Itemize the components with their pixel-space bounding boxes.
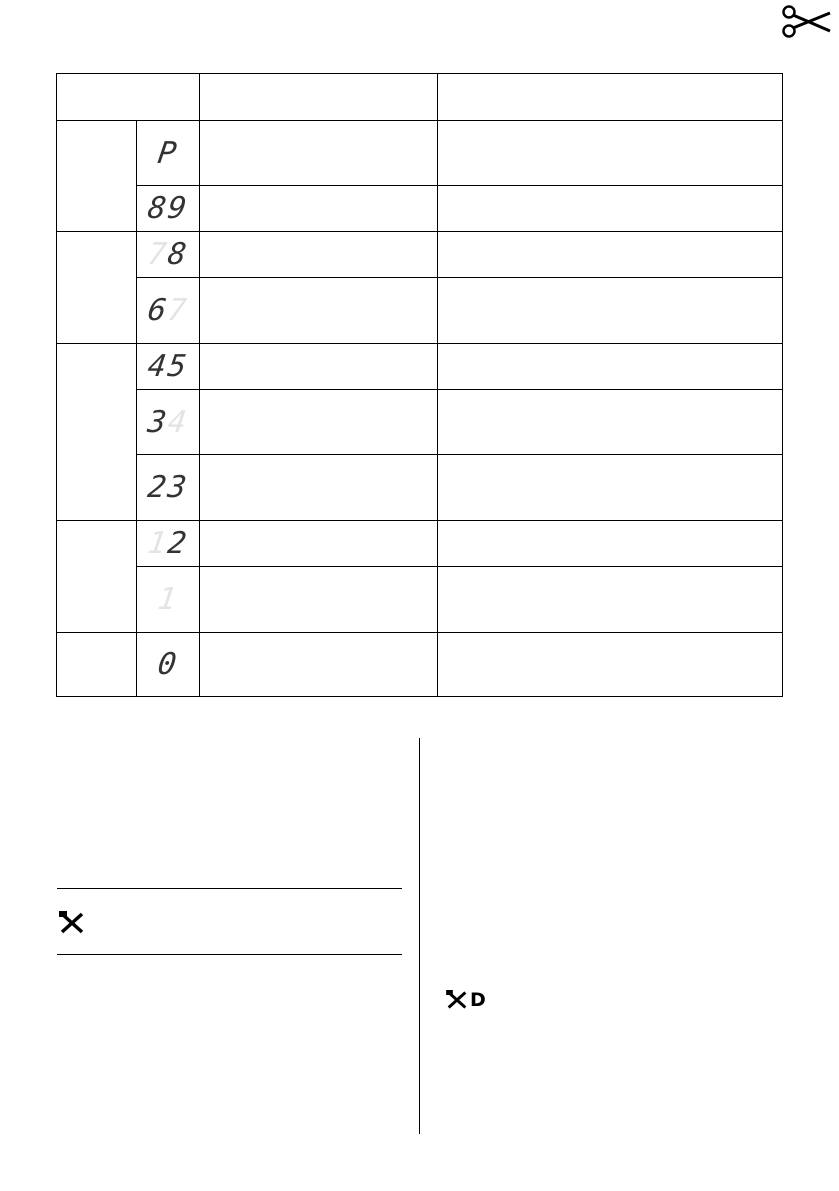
display-cell [137, 186, 200, 232]
tools-d-symbol [446, 990, 486, 1010]
group-cell [57, 232, 137, 344]
hint-cell [438, 278, 783, 344]
display-digit: 4 [165, 404, 191, 440]
use-cell [200, 232, 438, 278]
display-digit: 4 [145, 349, 171, 384]
group-cell [57, 344, 137, 521]
group-cell [57, 121, 137, 232]
display-cell [137, 232, 200, 278]
d-label: D [470, 988, 486, 1011]
use-cell [200, 121, 438, 186]
use-cell [200, 278, 438, 344]
group-cell [57, 521, 137, 633]
header-cell-hint [438, 74, 783, 121]
table-row [57, 521, 783, 567]
use-cell [200, 521, 438, 567]
display-cell [137, 278, 200, 344]
display-cell [137, 121, 200, 186]
use-cell [200, 455, 438, 521]
display-digit: 6 [145, 293, 171, 328]
table-header-row [57, 74, 783, 121]
group-cell [57, 633, 137, 697]
table-row [57, 455, 783, 521]
display-digit: 2 [145, 470, 171, 505]
display-digit: 3 [165, 470, 191, 505]
heat-setting-table [56, 73, 783, 697]
display-digit: 8 [165, 237, 191, 272]
display-cell [137, 344, 200, 390]
display-digit: 0 [155, 647, 181, 682]
table-row [57, 232, 783, 278]
hint-cell [438, 455, 783, 521]
display-cell [137, 455, 200, 521]
display-digit: P [155, 135, 181, 171]
display-cell [137, 390, 200, 455]
hint-cell [438, 121, 783, 186]
use-cell [200, 186, 438, 232]
header-cell-heat-setting [57, 74, 200, 121]
display-digit: 7 [165, 293, 191, 328]
table-row [57, 186, 783, 232]
hint-cell [438, 232, 783, 278]
hint-cell [438, 521, 783, 567]
table-row [57, 567, 783, 633]
display-digit: 8 [145, 191, 171, 226]
use-cell [200, 633, 438, 697]
display-cell [137, 567, 200, 633]
note-box-top-rule [57, 888, 402, 889]
scissors-icon [782, 4, 832, 40]
display-digit: 5 [165, 349, 191, 384]
display-digit: 1 [145, 526, 171, 561]
display-digit: 3 [145, 404, 171, 440]
table-row [57, 121, 783, 186]
table-row [57, 633, 783, 697]
hint-cell [438, 390, 783, 455]
use-cell [200, 567, 438, 633]
use-cell [200, 390, 438, 455]
display-digit: 7 [145, 237, 171, 272]
hint-cell [438, 633, 783, 697]
tools-icon [59, 911, 85, 935]
hint-cell [438, 186, 783, 232]
display-cell [137, 633, 200, 697]
tools-icon [446, 990, 468, 1010]
note-box-bottom-rule [57, 954, 402, 955]
column-divider [419, 738, 420, 1134]
hint-cell [438, 567, 783, 633]
display-cell [137, 521, 200, 567]
use-cell [200, 344, 438, 390]
hint-cell [438, 344, 783, 390]
header-cell-use [200, 74, 438, 121]
display-digit: 1 [155, 582, 181, 617]
table-row [57, 278, 783, 344]
table-row [57, 344, 783, 390]
display-digit: 2 [165, 526, 191, 561]
display-digit: 9 [165, 191, 191, 226]
table-row [57, 390, 783, 455]
